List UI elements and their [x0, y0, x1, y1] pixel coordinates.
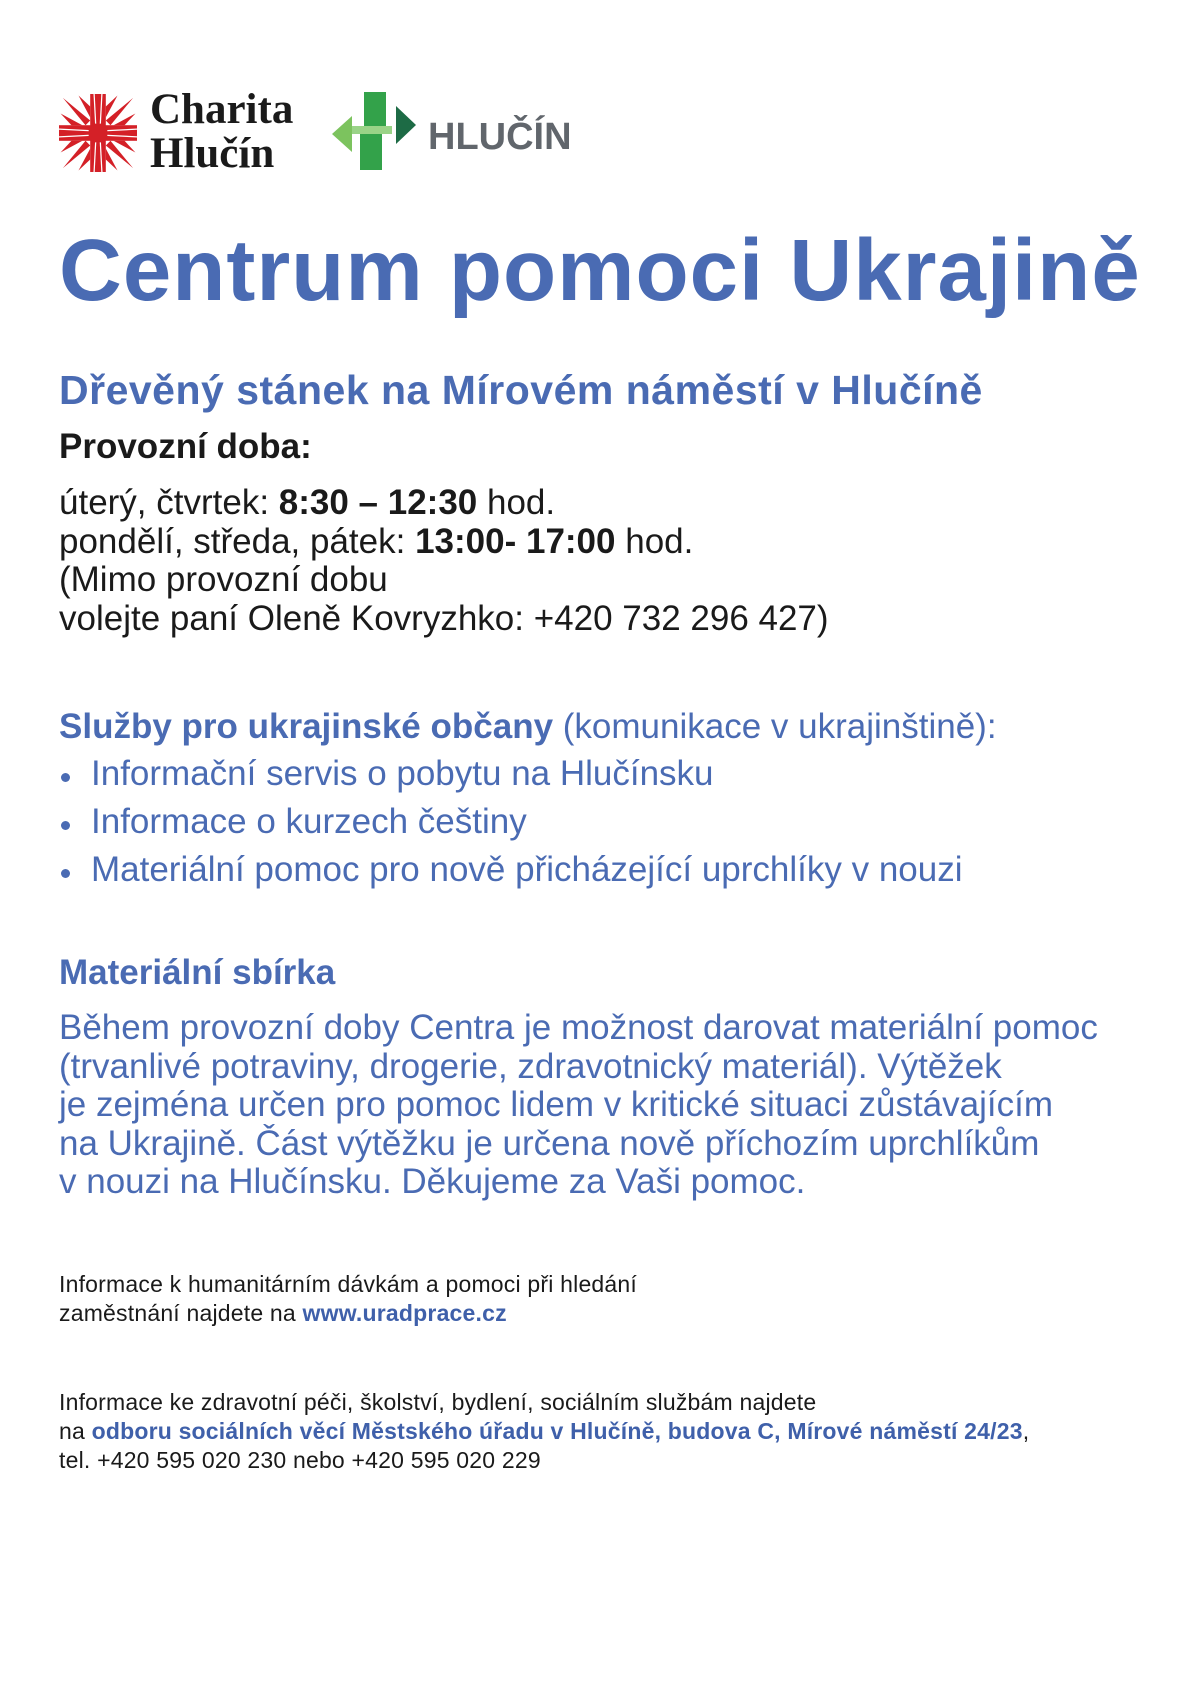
services-heading-rest: (komunikace v ukrajinštině):: [553, 707, 997, 746]
info2-phone-line: tel. +420 595 020 230 nebo +420 595 020 229: [59, 1447, 541, 1473]
collection-paragraph: [59, 1009, 1098, 1202]
info-social-services: [59, 1388, 1029, 1475]
info1-line-2: [59, 1299, 637, 1328]
collection-line: Během provozní doby Centra je možnost darovat materiální pomoc: [59, 1008, 1098, 1047]
hours-note-line-1: (Mimo provozní dobu: [59, 560, 388, 600]
hours-suffix-1: hod.: [477, 483, 556, 522]
services-list: [59, 750, 963, 895]
info2-line-2-suffix: ,: [1022, 1418, 1030, 1444]
info2-line-2-prefix: na: [59, 1418, 92, 1444]
info1-line-2-prefix: zaměstnání najdete na: [59, 1300, 303, 1326]
hours-suffix-2: hod.: [615, 521, 694, 561]
service-item-text: Materiální pomoc pro nově přicházející uprchlíky v nouzi: [91, 850, 963, 890]
hours-time-2: 13:00- 17:00: [415, 521, 616, 561]
info1-line-1: Informace k humanitárním dávkám a pomoci při hledání: [59, 1271, 637, 1297]
info2-line-1: Informace ke zdravotní péči, školství, bydlení, sociálním službám najdete: [59, 1389, 817, 1415]
info2-line-2: [59, 1417, 1029, 1446]
page-title: Centrum pomoci Ukrajině: [59, 222, 1141, 319]
office-address: odboru sociálních věcí Městského úřadu v Hlučíně, budova C, Mírové náměstí 24/23: [91, 1418, 1023, 1444]
collection-line: na Ukrajině. Část výtěžku je určena nově příchozím uprchlíkům: [59, 1123, 1040, 1163]
collection-line: je zejména určen pro pomoc lidem v kritické situaci zůstávajícím: [59, 1085, 1053, 1125]
hours-line-2: [59, 523, 829, 562]
services-heading-bold: Služby pro ukrajinské občany: [59, 707, 554, 746]
charita-logo-text: [150, 88, 293, 176]
service-item-text: Informační servis o pobytu na Hlučínsku: [91, 754, 714, 793]
hours-note-line-2: volejte paní Oleně Kovryzhko: +420 732 296 427): [59, 598, 829, 638]
hlucin-logo-text: HLUČÍN: [428, 116, 572, 158]
charita-logo-line2: Hlučín: [150, 130, 275, 177]
services-heading: [59, 708, 997, 747]
hours-days-1: úterý, čtvrtek:: [59, 483, 279, 522]
hlucin-emblem-icon: [330, 90, 420, 172]
charita-logo-line1: Charita: [150, 86, 294, 133]
list-item: [59, 798, 963, 846]
location-heading: Dřevěný stánek na Mírovém náměstí v Hlučíně: [59, 367, 983, 413]
collection-line: v nouzi na Hlučínsku. Děkujeme za Vaši pomoc.: [59, 1162, 806, 1202]
opening-hours-heading: Provozní doba:: [59, 427, 312, 466]
collection-line: (trvanlivé potraviny, drogerie, zdravotnický materiál). Výtěžek: [59, 1046, 1002, 1086]
hours-days-2: pondělí, středa, pátek:: [59, 521, 416, 561]
list-item: [59, 750, 963, 798]
uradprace-link[interactable]: www.uradprace.cz: [302, 1300, 507, 1326]
opening-hours: [59, 484, 829, 638]
hours-line-1: [59, 484, 829, 523]
bullet-icon: [61, 869, 70, 878]
list-item: [59, 846, 963, 894]
bullet-icon: [61, 821, 70, 830]
charita-cross-icon: [59, 94, 137, 172]
service-item-text: Informace o kurzech češtiny: [91, 802, 527, 842]
info-humanitarian: [59, 1270, 637, 1328]
hours-time-1: 8:30 – 12:30: [278, 483, 478, 522]
collection-heading: Materiální sbírka: [59, 953, 336, 992]
bullet-icon: [61, 773, 70, 782]
